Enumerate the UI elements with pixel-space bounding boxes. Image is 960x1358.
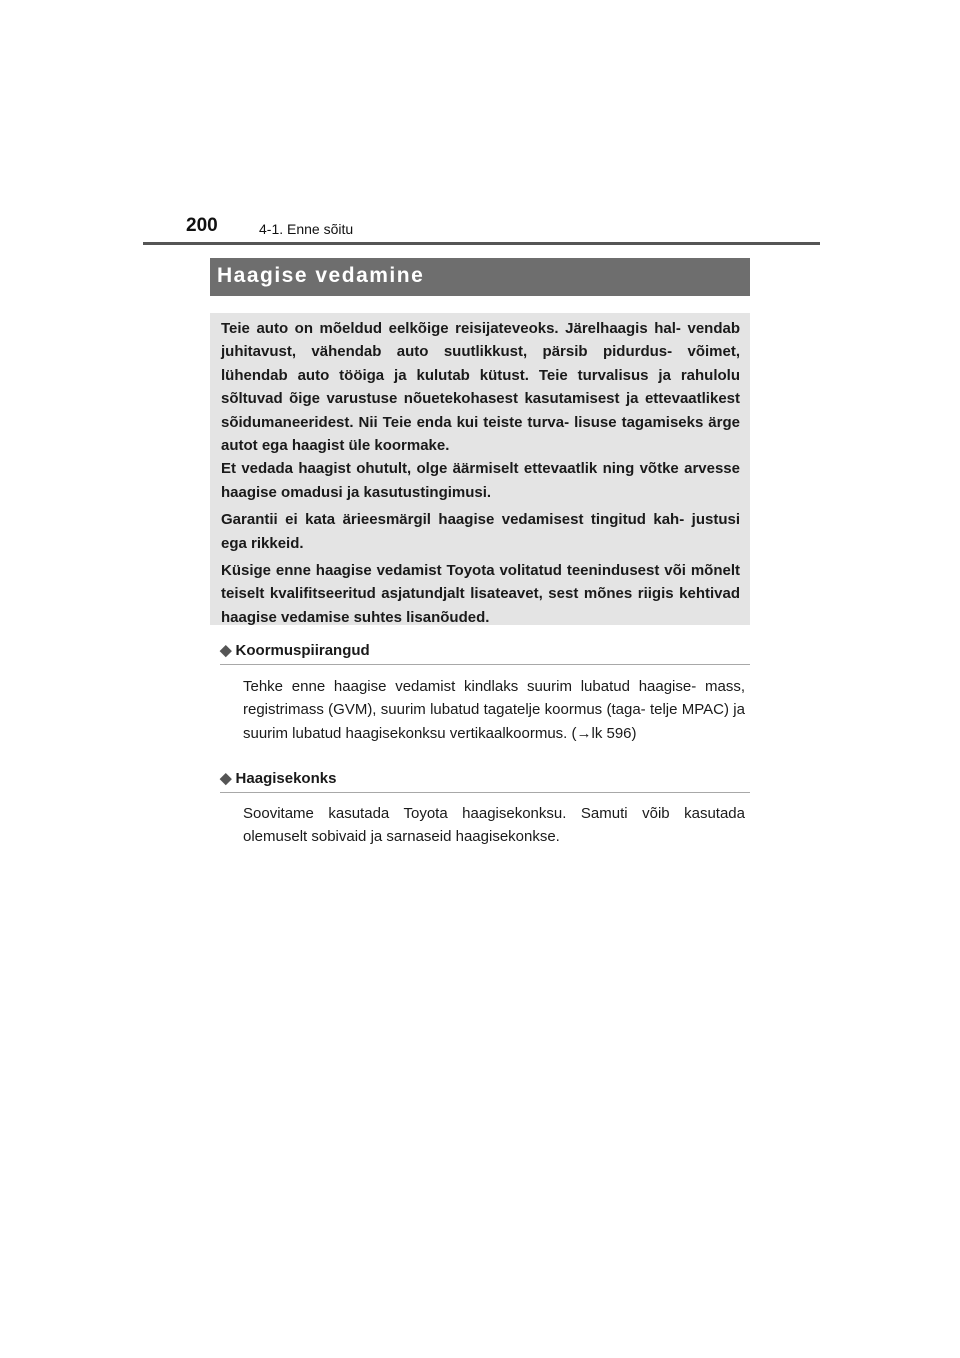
subsection-body-trailer-hitch: Soovitame kasutada Toyota haagisekonksu. Samuti võib kasutada olemuselt sobivaid ja sarnaseid haagisekonkse. [243, 805, 745, 846]
intro-paragraph: Et vedada haagist ohutult, olge äärmiselt ettevaatlik ning võtke arvesse haagise omadusi ja kasutustingimusi. [221, 460, 740, 501]
section-banner [210, 258, 750, 296]
diamond-bullet-icon: ◆ [220, 770, 232, 787]
header-divider [143, 242, 820, 245]
intro-box [210, 313, 750, 625]
diamond-bullet-icon: ◆ [220, 642, 232, 659]
subsection-body-load-limits: Tehke enne haagise vedamist kindlaks suurim lubatud haagise- mass, registrimass (GVM), suurim lubatud tagatelje koormus (taga- telje MPAC) ja suurim lubatud haagisekonksu vertikaalkoormus. (→lk 596) [243, 678, 745, 742]
intro-paragraph: Garantii ei kata ärieesmärgil haagise vedamisest tingitud kah- justusi ega rikkeid. [221, 511, 740, 552]
subsection-heading-trailer-hitch [220, 769, 750, 793]
subsection-title: Koormuspiirangud [235, 642, 370, 659]
intro-paragraph: Küsige enne haagise vedamist Toyota volitatud teenindusest või mõnelt teiselt kvalifitseeritud asjatundjalt lisateavet, sest mõnes riigis kehtivad haagise vedamise suhtes lisanõuded. [221, 562, 740, 626]
chapter-heading: 4-1. Enne sõitu [259, 221, 354, 237]
subsection-heading-load-limits [220, 641, 750, 665]
intro-paragraph: Teie auto on mõeldud eelkõige reisijateveoks. Järelhaagis hal- vendab juhitavust, vähendab auto suutlikkust, pärsib pidurdus- võimet, lühendab auto tööiga ja kulutab kütust. Teie turvalisus ja rahulolu sõltuvad õige varustuse nõuetekohasest kasutamisest ja ettevaatlikest sõidumaneeridest. Nii Teie enda kui teiste turva- lisuse tagamiseks ärge autot ega haagist üle koormake. [221, 320, 740, 455]
subsection-title: Haagisekonks [235, 770, 337, 787]
section-title: Haagise vedamine [217, 264, 425, 287]
page-number: 200 [186, 215, 218, 236]
